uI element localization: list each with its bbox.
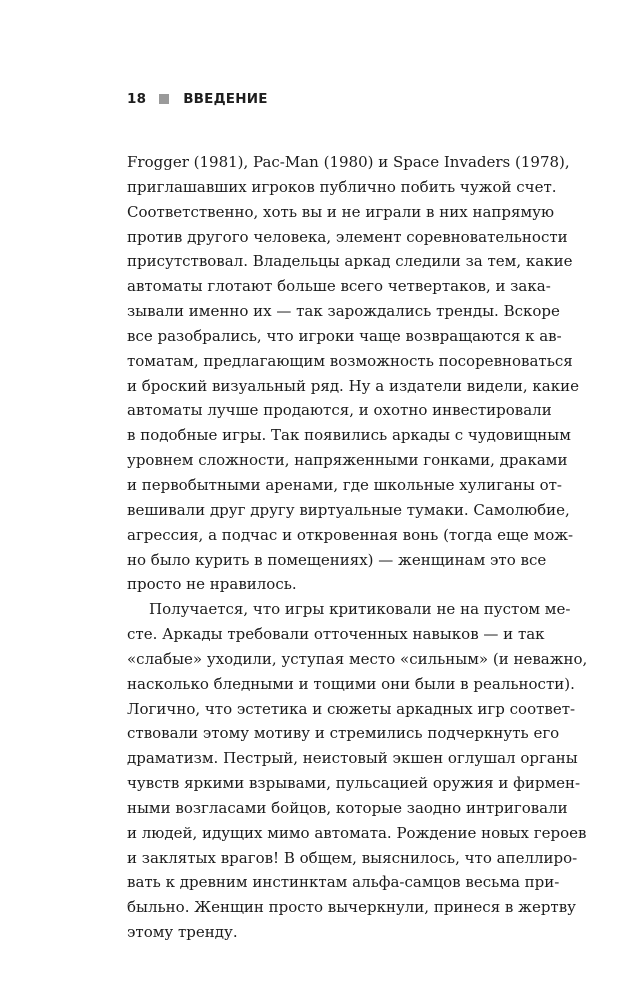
paragraph-2 — [127, 597, 588, 945]
text-line: уровнем сложности, напряженными гонками, драками — [127, 451, 568, 470]
text-line: томатам, предлагающим возможность посоревноваться — [127, 351, 573, 370]
body-text — [127, 150, 588, 945]
running-header — [127, 91, 268, 107]
text-line: ными возгласами бойцов, которые заодно интриговали — [127, 798, 568, 817]
text-line: и заклятых врагов! В общем, выяснилось, что апеллиро- — [127, 848, 578, 867]
text-line: против другого человека, элемент соревновательности — [127, 227, 568, 246]
text-line: ствовали этому мотиву и стремились подчеркнуть его — [127, 724, 560, 743]
text-line: агрессия, а подчас и откровенная вонь (тогда еще мож- — [127, 525, 574, 544]
text-line: зывали именно их — так зарождались тренды. Вскоре — [127, 302, 560, 321]
text-line: быльно. Женщин просто вычеркнули, принеся в жертву — [127, 898, 576, 917]
text-line: Получается, что игры критиковали не на пустом ме- — [149, 600, 571, 619]
text-line: и людей, идущих мимо автомата. Рождение новых героев — [127, 823, 587, 842]
text-line: драматизм. Пестрый, неистовый экшен оглушал органы — [127, 749, 578, 768]
header-square-icon — [159, 94, 169, 104]
text-line: Соответственно, хоть вы и не играли в них напрямую — [127, 202, 555, 221]
text-line: в подобные игры. Так появились аркады с чудовищным — [127, 426, 571, 445]
text-line: насколько бледными и тощими они были в реальности). — [127, 674, 575, 693]
section-title: ВВЕДЕНИЕ — [183, 91, 268, 107]
paragraph-1 — [127, 150, 579, 597]
text-line: просто не нравилось. — [127, 575, 297, 594]
page-number: 18 — [127, 91, 147, 107]
text-line: автоматы лучше продаются, и охотно инвестировали — [127, 401, 552, 420]
text-line: все разобрались, что игроки чаще возвращаются к ав- — [127, 326, 562, 345]
text-line: но было курить в помещениях) — женщинам это все — [127, 550, 547, 569]
text-line: «слабые» уходили, уступая место «сильным» (и неважно, — [127, 649, 588, 668]
text-line: этому тренду. — [127, 923, 238, 942]
text-line: вешивали друг другу виртуальные тумаки. Самолюбие, — [127, 500, 570, 519]
text-line: сте. Аркады требовали отточенных навыков — и так — [127, 625, 545, 644]
text-line: Логично, что эстетика и сюжеты аркадных игр соответ- — [127, 699, 576, 718]
text-line: и броский визуальный ряд. Ну а издатели видели, какие — [127, 376, 579, 395]
text-line: Frogger (1981), Pac-Man (1980) и Space Invaders (1978), — [127, 153, 570, 171]
text-line: присутствовал. Владельцы аркад следили за тем, какие — [127, 252, 573, 271]
text-line: автоматы глотают больше всего четвертаков, и зака- — [127, 277, 551, 296]
text-line: приглашавших игроков публично побить чужой счет. — [127, 177, 557, 196]
text-line: вать к древним инстинктам альфа-самцов весьма при- — [127, 873, 560, 892]
text-line: чувств яркими взрывами, пульсацией оружия и фирмен- — [127, 774, 581, 793]
text-line: и первобытными аренами, где школьные хулиганы от- — [127, 475, 562, 494]
